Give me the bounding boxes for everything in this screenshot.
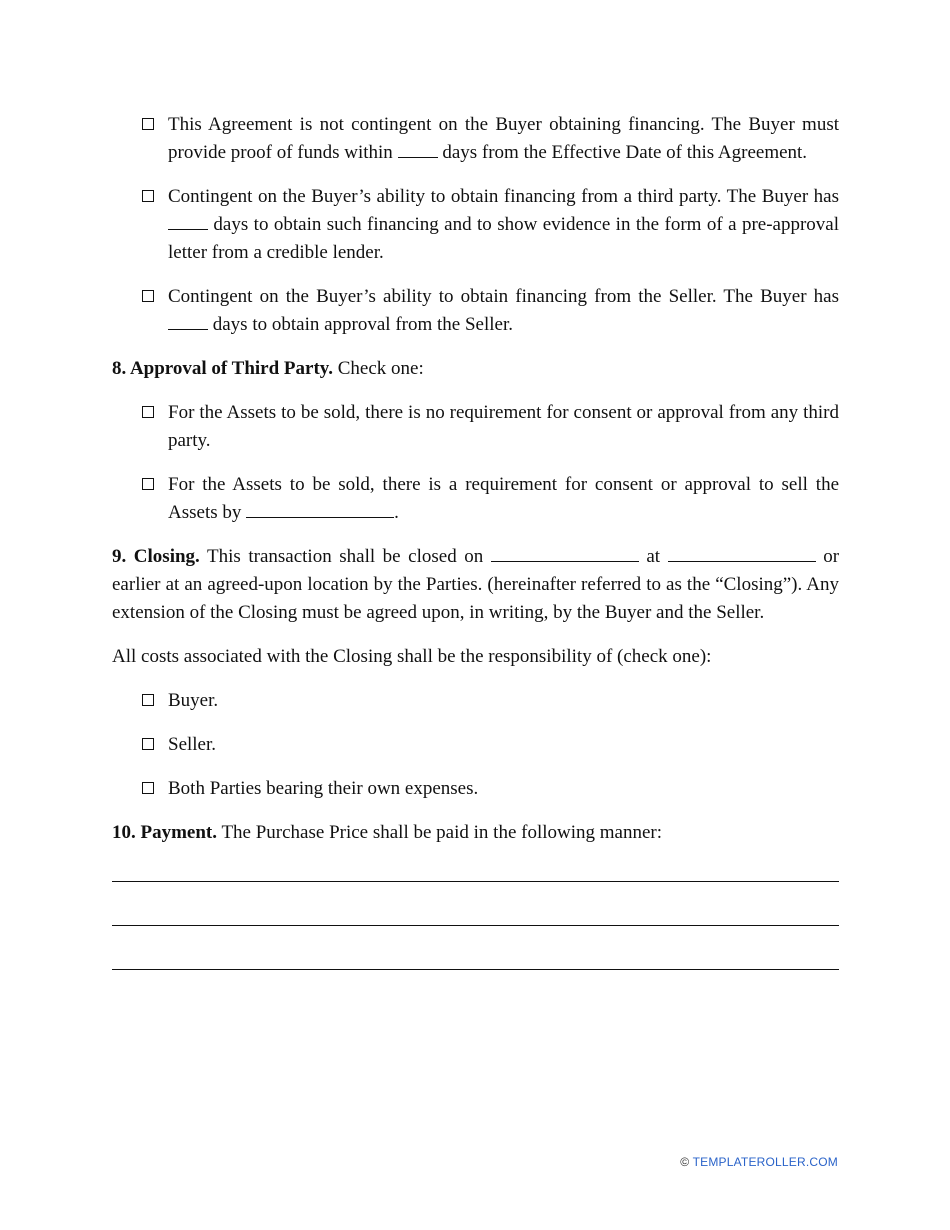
financing-option-3 <box>168 283 839 339</box>
section-8-text: Check one: <box>337 358 424 379</box>
checkbox[interactable] <box>142 190 154 202</box>
section-9 <box>112 543 839 627</box>
section-9-text-a: This transaction shall be closed on <box>207 546 484 567</box>
checkbox[interactable] <box>142 290 154 302</box>
option-text-post: days from the Effective Date of this Agreement. <box>442 142 808 163</box>
checkbox[interactable] <box>142 738 154 750</box>
section-10-text: The Purchase Price shall be paid in the following manner: <box>221 822 663 843</box>
blank-days-field[interactable] <box>168 211 208 230</box>
blank-days-field[interactable] <box>398 139 438 158</box>
cost-option-both <box>168 775 839 803</box>
blank-closing-time-field[interactable] <box>668 543 816 562</box>
checkbox[interactable] <box>142 478 154 490</box>
blank-approver-field[interactable] <box>246 499 394 518</box>
section-8-heading: 8. Approval of Third Party. <box>112 358 333 379</box>
option-text-pre: Contingent on the Buyer’s ability to obtain financing from the Seller. The Buyer has <box>168 286 839 307</box>
cost-option-seller <box>168 731 839 759</box>
payment-blank-line[interactable] <box>112 881 839 882</box>
checkbox[interactable] <box>142 118 154 130</box>
option-text: Buyer. <box>168 690 219 711</box>
copyright-symbol: © <box>680 1155 690 1169</box>
financing-option-2 <box>168 183 839 267</box>
approval-option-1 <box>168 399 839 455</box>
closing-costs-text: All costs associated with the Closing shall be the responsibility of (check one): <box>112 646 712 667</box>
footer-watermark <box>680 1155 838 1169</box>
option-text-pre: Contingent on the Buyer’s ability to obtain financing from a third party. The Buyer has <box>168 186 839 207</box>
option-text-pre: This Agreement is not contingent on the Buyer obtaining financing. The Buyer must provide proof of funds within <box>168 114 839 163</box>
option-text: Seller. <box>168 734 217 755</box>
section-9-text-c: or earlier at an agreed-upon location by the Parties. (hereinafter referred to as the “Closing”). Any extension of the Closing must be agreed upon, in writing, by the Buyer and the Seller. <box>112 546 840 623</box>
blank-days-field[interactable] <box>168 311 208 330</box>
section-10-heading: 10. Payment. <box>112 822 218 843</box>
checkbox[interactable] <box>142 406 154 418</box>
document-page <box>112 111 839 1013</box>
footer-brand-link[interactable]: TEMPLATEROLLER.COM <box>692 1155 838 1169</box>
cost-option-buyer <box>168 687 839 715</box>
payment-blank-line[interactable] <box>112 925 839 926</box>
option-text-end: . <box>394 502 399 523</box>
option-text-post: days to obtain approval from the Seller. <box>212 314 513 335</box>
financing-option-1 <box>168 111 839 167</box>
approval-option-2 <box>168 471 839 527</box>
checkbox[interactable] <box>142 782 154 794</box>
blank-closing-date-field[interactable] <box>491 543 639 562</box>
section-9-heading: 9. Closing. <box>112 546 200 567</box>
option-text: For the Assets to be sold, there is no requirement for consent or approval from any third party. <box>168 402 839 451</box>
section-9-text-b: at <box>646 546 661 567</box>
payment-lines <box>112 881 839 970</box>
section-8 <box>112 355 839 383</box>
option-text-post: days to obtain such financing and to show evidence in the form of a pre-approval letter from a credible lender. <box>168 214 839 263</box>
option-text: Both Parties bearing their own expenses. <box>168 778 479 799</box>
payment-blank-line[interactable] <box>112 969 839 970</box>
checkbox[interactable] <box>142 694 154 706</box>
option-text: For the Assets to be sold, there is a requirement for consent or approval to sell the Assets by <box>168 474 839 523</box>
section-10 <box>112 819 839 847</box>
